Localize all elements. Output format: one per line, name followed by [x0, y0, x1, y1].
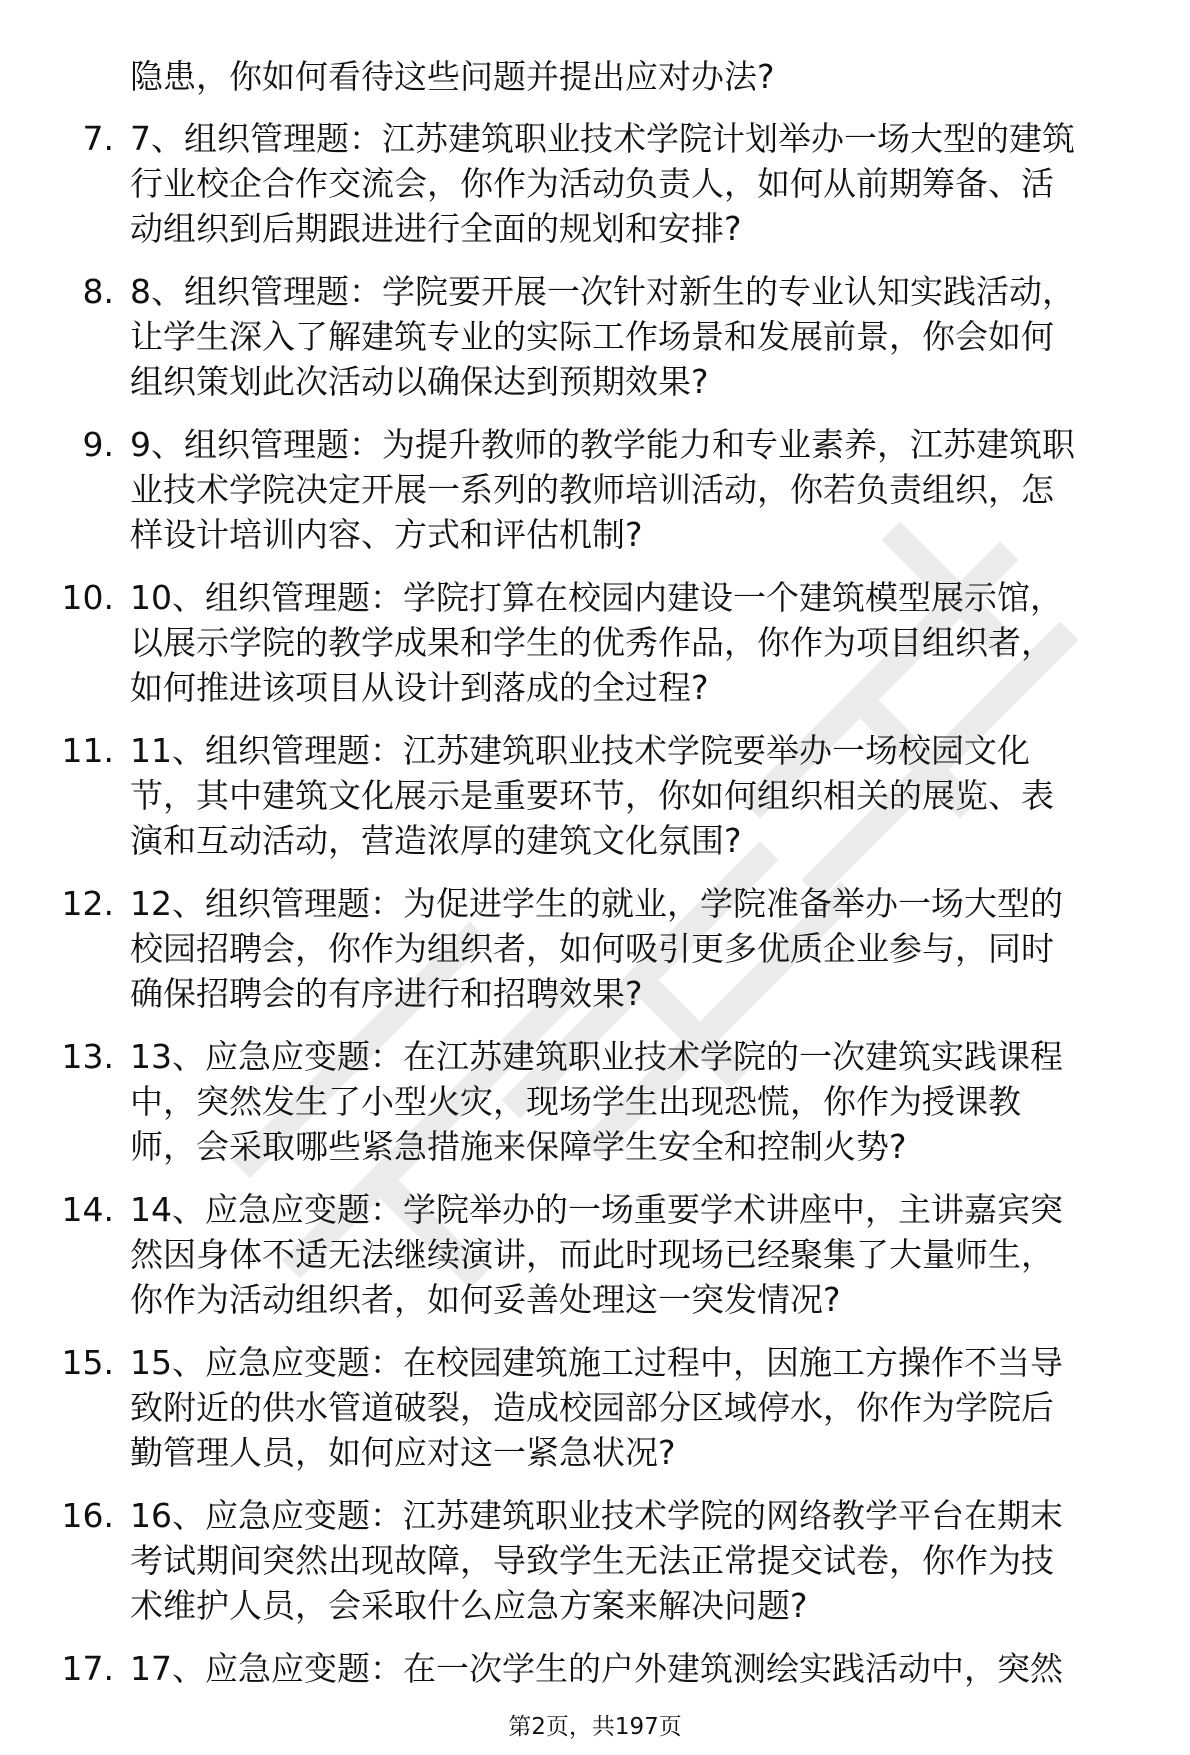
question-text-line: 13、应急应变题：在江苏建筑职业技术学院的一次建筑实践课程 — [130, 1037, 1063, 1076]
question-item — [0, 1340, 1190, 1475]
question-text-line: 12、组织管理题：为促进学生的就业，学院准备举办一场大型的 — [130, 884, 1063, 923]
question-item — [0, 1646, 1190, 1691]
question-text-line: 动组织到后期跟进进行全面的规划和安排? — [130, 209, 742, 248]
question-text-line: 考试期间突然出现故障，导致学生无法正常提交试卷，你作为技 — [130, 1541, 1054, 1580]
question-number: 8. — [82, 272, 114, 311]
question-text-line: 11、组织管理题：江苏建筑职业技术学院要举办一场校园文化 — [130, 731, 1030, 770]
question-text-line: 14、应急应变题：学院举办的一场重要学术讲座中，主讲嘉宾突 — [130, 1190, 1063, 1229]
question-text-line: 如何推进该项目从设计到落成的全过程? — [130, 668, 709, 707]
question-text-line: 7、组织管理题：江苏建筑职业技术学院计划举办一场大型的建筑 — [130, 119, 1075, 158]
question-list — [0, 116, 1190, 1709]
question-item — [0, 1493, 1190, 1628]
question-number: 15. — [61, 1343, 114, 1382]
question-number: 11. — [61, 731, 114, 770]
question-text-line: 师，会采取哪些紧急措施来保障学生安全和控制火势? — [130, 1127, 907, 1166]
question-item — [0, 881, 1190, 1016]
question-text-line: 术维护人员，会采取什么应急方案来解决问题? — [130, 1586, 808, 1625]
question-text-line: 8、组织管理题：学院要开展一次针对新生的专业认知实践活动， — [130, 272, 1075, 311]
question-item — [0, 1034, 1190, 1169]
question-text-line: 样设计培训内容、方式和评估机制? — [130, 515, 643, 554]
question-number: 9. — [82, 425, 114, 464]
question-number: 14. — [61, 1190, 114, 1229]
question-item — [0, 728, 1190, 863]
question-text-line: 10、组织管理题：学院打算在校园内建设一个建筑模型展示馆， — [130, 578, 1063, 617]
question-text-line: 节，其中建筑文化展示是重要环节，你如何组织相关的展览、表 — [130, 776, 1054, 815]
question-text-line: 校园招聘会，你作为组织者，如何吸引更多优质企业参与，同时 — [130, 929, 1054, 968]
question-text-line: 确保招聘会的有序进行和招聘效果? — [130, 974, 643, 1013]
page-footer: 第2页，共197页 — [508, 1714, 682, 1740]
question-number: 10. — [61, 578, 114, 617]
question-text-line: 业技术学院决定开展一系列的教师培训活动，你若负责组织，怎 — [130, 470, 1054, 509]
question-number: 7. — [82, 119, 114, 158]
question-item — [0, 422, 1190, 557]
question-item — [0, 116, 1190, 251]
question-item — [0, 1187, 1190, 1322]
question-text-line: 以展示学院的教学成果和学生的优秀作品，你作为项目组织者， — [130, 623, 1054, 662]
question-text-line: 然因身体不适无法继续演讲，而此时现场已经聚集了大量师生， — [130, 1235, 1054, 1274]
question-number: 13. — [61, 1037, 114, 1076]
question-text-line: 致附近的供水管道破裂，造成校园部分区域停水，你作为学院后 — [130, 1388, 1054, 1427]
question-text-line: 组织策划此次活动以确保达到预期效果? — [130, 362, 709, 401]
question-text-line: 17、应急应变题：在一次学生的户外建筑测绘实践活动中，突然 — [130, 1649, 1063, 1688]
question-number: 12. — [61, 884, 114, 923]
question-text-line: 你作为活动组织者，如何妥善处理这一突发情况? — [130, 1280, 841, 1319]
question-number: 17. — [61, 1649, 114, 1688]
question-text-line: 9、组织管理题：为提升教师的教学能力和专业素养，江苏建筑职 — [130, 425, 1075, 464]
question-item — [0, 575, 1190, 710]
question-text-line: 演和互动活动，营造浓厚的建筑文化氛围? — [130, 821, 742, 860]
question-text-line: 让学生深入了解建筑专业的实际工作场景和发展前景，你会如何 — [130, 317, 1054, 356]
question-text-line: 勤管理人员，如何应对这一紧急状况? — [130, 1433, 676, 1472]
continuation-text: 隐患，你如何看待这些问题并提出应对办法? — [130, 57, 775, 96]
question-text-line: 15、应急应变题：在校园建筑施工过程中，因施工方操作不当导 — [130, 1343, 1063, 1382]
question-text-line: 行业校企合作交流会，你作为活动负责人，如何从前期筹备、活 — [130, 164, 1054, 203]
question-number: 16. — [61, 1496, 114, 1535]
question-text-line: 中，突然发生了小型火灾，现场学生出现恐慌，你作为授课教 — [130, 1082, 1021, 1121]
question-item — [0, 269, 1190, 404]
question-text-line: 16、应急应变题：江苏建筑职业技术学院的网络教学平台在期末 — [130, 1496, 1063, 1535]
